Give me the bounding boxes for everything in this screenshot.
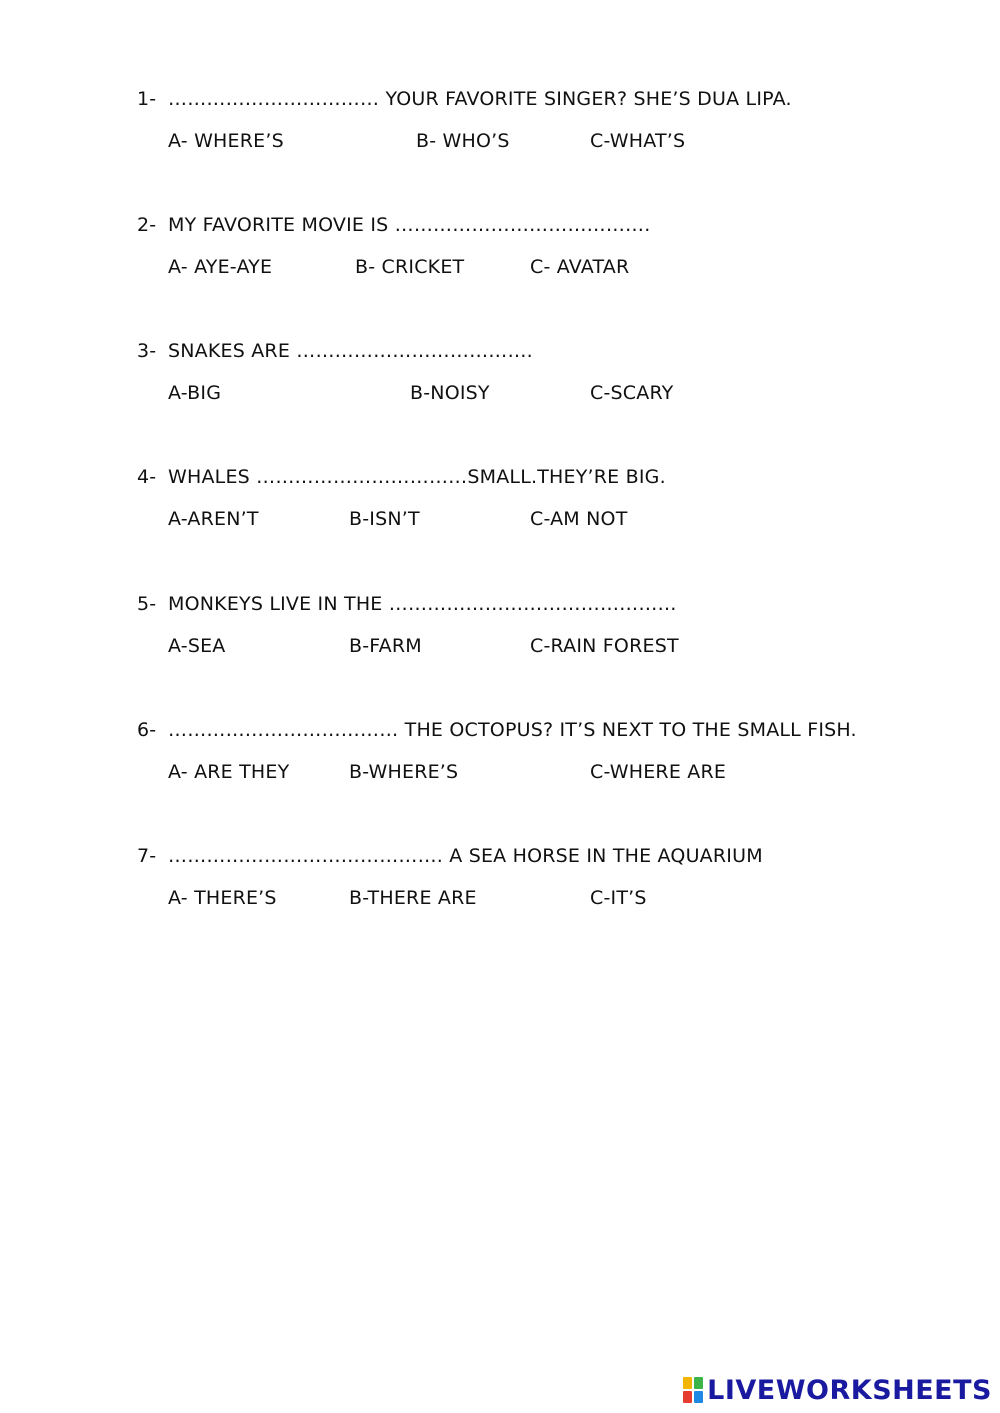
question-text: MONKEYS LIVE IN THE ………………………………………	[168, 593, 677, 615]
question-number: 6-	[137, 719, 157, 741]
option-a[interactable]: A- ARE THEY	[168, 761, 290, 783]
option-b[interactable]: B- WHO’S	[416, 130, 510, 152]
option-c[interactable]: C-IT’S	[590, 887, 647, 909]
option-a[interactable]: A- AYE-AYE	[168, 256, 273, 278]
question-text: MY FAVORITE MOVIE IS ………………………………….	[168, 214, 651, 236]
question-text: ……………………………………. A SEA HORSE IN THE AQUARIUM	[168, 845, 763, 867]
option-b[interactable]: B- CRICKET	[355, 256, 465, 278]
question-text: SNAKES ARE ……………………………….	[168, 340, 533, 362]
question-text: ……………………………… THE OCTOPUS? IT’S NEXT TO THE SMALL FISH.	[168, 719, 857, 741]
option-b[interactable]: B-FARM	[349, 635, 422, 657]
option-b[interactable]: B-NOISY	[410, 382, 490, 404]
option-a[interactable]: A-BIG	[168, 382, 222, 404]
option-c[interactable]: C-WHERE ARE	[590, 761, 727, 783]
liveworksheets-logo[interactable]	[683, 1373, 992, 1407]
question-number: 7-	[137, 845, 157, 867]
question-number: 3-	[137, 340, 157, 362]
question-number: 2-	[137, 214, 157, 236]
question-number: 4-	[137, 466, 157, 488]
question-text: …………………………… YOUR FAVORITE SINGER? SHE’S DUA LIPA.	[168, 88, 792, 110]
option-c[interactable]: C-WHAT’S	[590, 130, 686, 152]
option-c[interactable]: C- AVATAR	[530, 256, 630, 278]
option-b[interactable]: B-THERE ARE	[349, 887, 477, 909]
option-a[interactable]: A- WHERE’S	[168, 130, 284, 152]
option-a[interactable]: A- THERE’S	[168, 887, 277, 909]
option-c[interactable]: C-AM NOT	[530, 508, 628, 530]
option-c[interactable]: C-SCARY	[590, 382, 674, 404]
option-b[interactable]: B-WHERE’S	[349, 761, 459, 783]
question-text: WHALES ……………………………SMALL.THEY’RE BIG.	[168, 466, 666, 488]
liveworksheets-logo-icon	[683, 1377, 703, 1403]
option-a[interactable]: A-AREN’T	[168, 508, 259, 530]
question-number: 1-	[137, 88, 157, 110]
option-b[interactable]: B-ISN’T	[349, 508, 420, 530]
option-a[interactable]: A-SEA	[168, 635, 226, 657]
logo-text: LIVEWORKSHEETS	[707, 1374, 992, 1406]
option-c[interactable]: C-RAIN FOREST	[530, 635, 679, 657]
question-number: 5-	[137, 593, 157, 615]
